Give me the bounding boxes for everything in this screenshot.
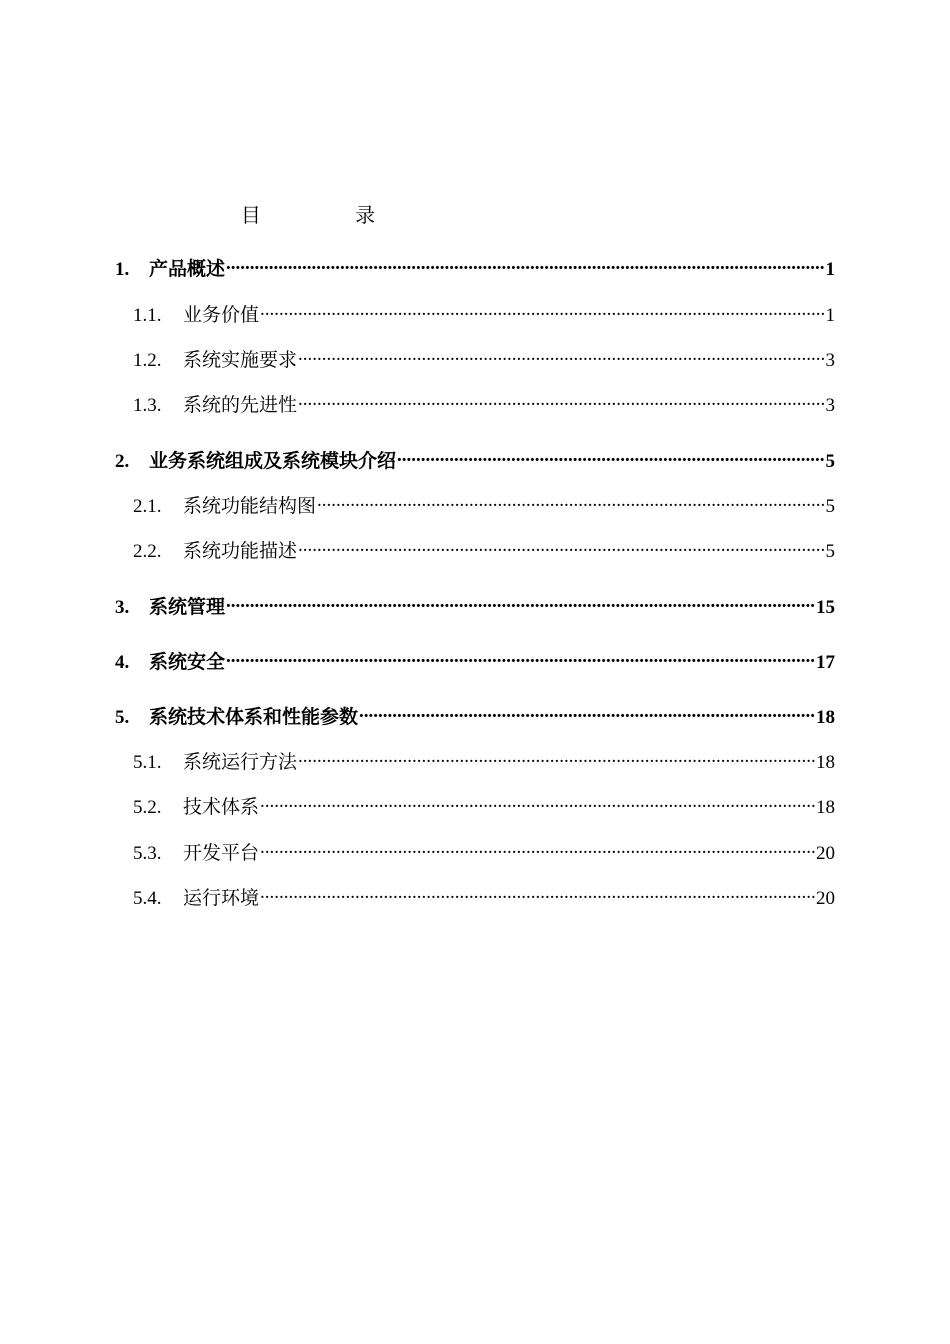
toc-entry-number: 5.1. [133,752,162,773]
toc-entry-title: 运行环境 [183,887,260,909]
toc-entry[interactable] [133,747,835,777]
toc-entry[interactable] [115,647,835,677]
toc-entry-title: 技术体系 [183,796,260,818]
toc-leader-dots [298,538,824,557]
toc-entry-title: 系统技术体系和性能参数 [149,706,359,728]
toc-entry-page: 18 [816,707,835,728]
toc-entry[interactable] [133,390,835,420]
toc-leader-dots [260,302,824,321]
toc-entry-title: 系统运行方法 [183,751,298,773]
toc-entry-page: 5 [825,541,835,562]
toc-entry-page: 18 [816,797,835,818]
toc-entry-number: 5. [115,707,130,728]
toc-leader-dots [359,704,815,723]
toc-entry-title: 业务系统组成及系统模块介绍 [149,450,397,472]
toc-entry-title: 开发平台 [183,842,260,864]
toc-entry-number: 2.2. [133,541,162,562]
toc-entry[interactable] [115,702,835,732]
toc-entry[interactable] [133,838,835,868]
toc-entry-page: 20 [816,843,835,864]
toc-entry[interactable] [133,883,835,913]
toc-entry[interactable] [133,491,835,521]
toc-entry-title: 系统的先进性 [183,394,298,416]
toc-entry-number: 1. [115,259,130,280]
toc-entry-page: 18 [816,752,835,773]
toc-entry-page: 1 [825,305,835,326]
toc-entry-number: 5.4. [133,888,162,909]
toc-entry-title: 产品概述 [149,258,226,280]
toc-entry-page: 15 [816,597,835,618]
toc-entry-title: 系统实施要求 [183,349,298,371]
toc-entry-number: 1.2. [133,350,162,371]
toc-title: 目 录 [240,203,420,227]
toc-entry-title: 系统管理 [149,596,226,618]
toc-entry-number: 1.1. [133,305,162,326]
toc-entry[interactable] [133,300,835,330]
toc-entry-number: 1.3. [133,395,162,416]
toc-leader-dots [317,493,824,512]
toc-entry-number: 2. [115,451,130,472]
toc-leader-dots [226,256,824,275]
toc-entry-number: 5.2. [133,797,162,818]
toc-entry[interactable] [115,254,835,284]
toc-entry-title: 系统安全 [149,651,226,673]
toc-entry-page: 5 [825,451,835,472]
toc-entry-page: 5 [825,496,835,517]
toc-entry-page: 1 [825,259,835,280]
toc-entry-page: 17 [816,652,835,673]
toc-entry[interactable] [115,446,835,476]
toc-entry-page: 20 [816,888,835,909]
toc-leader-dots [260,885,815,904]
toc-entry[interactable] [133,345,835,375]
toc-entry[interactable] [115,592,835,622]
toc-leader-dots [298,749,815,768]
toc-leader-dots [298,347,824,366]
toc-entry-number: 2.1. [133,496,162,517]
toc-leader-dots [226,594,815,613]
toc-entry[interactable] [133,536,835,566]
toc-leader-dots [397,448,824,467]
toc-leader-dots [226,649,815,668]
toc-entry-title: 系统功能结构图 [183,495,317,517]
toc-entry-page: 3 [825,350,835,371]
toc-leader-dots [260,840,815,859]
toc-entry-page: 3 [825,395,835,416]
toc-entry[interactable] [133,792,835,822]
toc-leader-dots [298,392,824,411]
toc-entry-title: 系统功能描述 [183,540,298,562]
toc-entry-number: 3. [115,597,130,618]
toc-leader-dots [260,794,815,813]
toc-entry-title: 业务价值 [183,304,260,326]
toc-entry-number: 4. [115,652,130,673]
toc-entry-number: 5.3. [133,843,162,864]
